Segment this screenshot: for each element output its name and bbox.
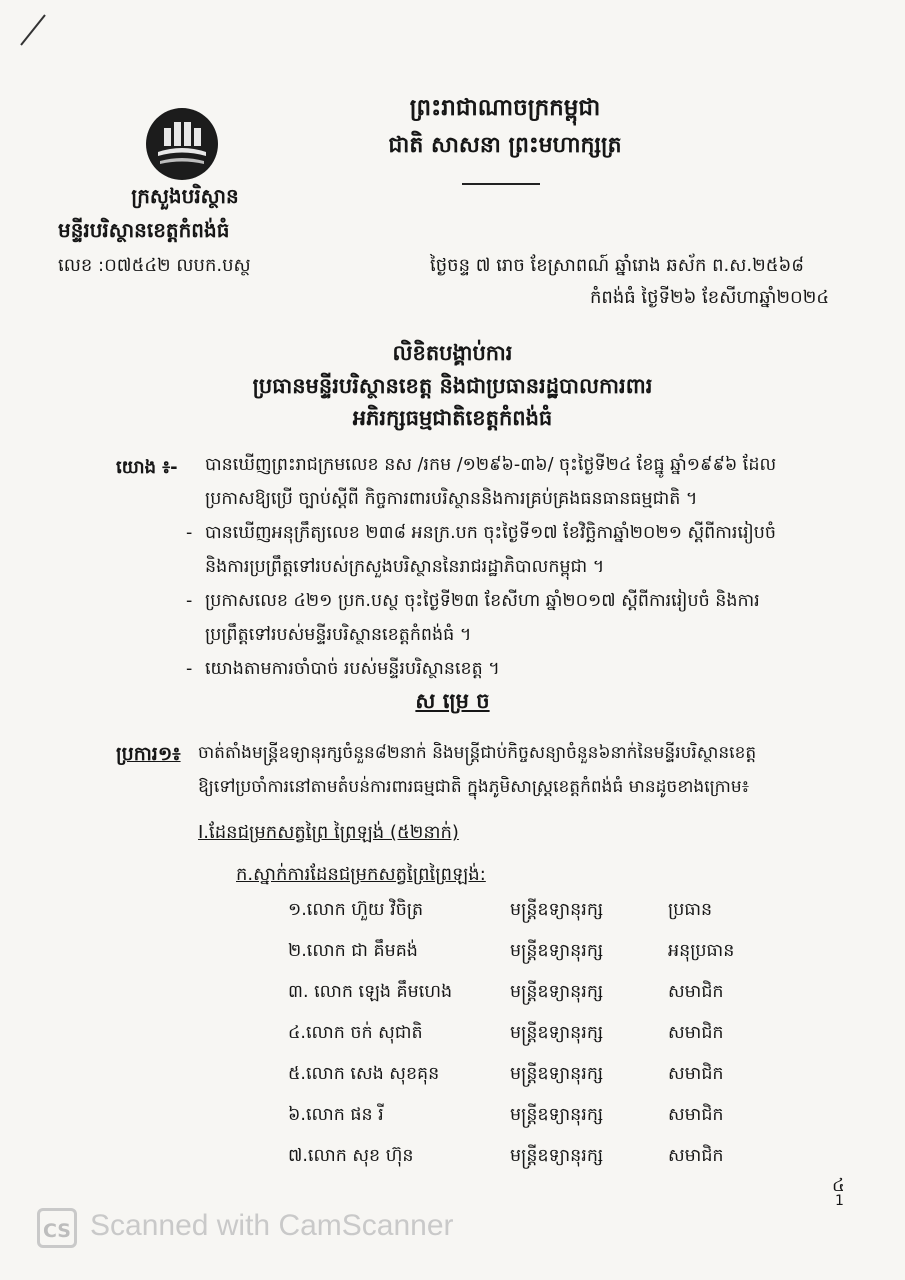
table-row (0, 1062, 905, 1096)
table-row (0, 1021, 905, 1055)
section-heading-text: I.ដែនជម្រកសត្វព្រៃ ព្រៃឡង់ (៥២នាក់) (198, 822, 459, 843)
reference-bullet: - (186, 659, 193, 679)
page-number: 1 (835, 1193, 844, 1209)
references-label: យោង ៖- (116, 457, 178, 478)
staff-name: ៣. លោក ឡេង គឹមហេង (288, 982, 453, 1002)
reference-item: ប្រកាសឱ្យប្រើ ច្បាប់ស្តីពី កិច្ចការពារបរិស្ថាននិងការគ្រប់គ្រងធនធានធម្មជាតិ ។ (205, 489, 698, 509)
reference-item: បានឃើញអនុក្រឹត្យលេខ ២៣៨ អនក្រ.បក ចុះថ្ងៃទី១៧ ខែវិច្ឆិកាឆ្នាំ២០២១ ស្តីពីការរៀបចំ (205, 523, 777, 543)
page-mark: ៤ (832, 1175, 845, 1196)
staff-role: សមាជិក (668, 982, 724, 1002)
reference-item: ប្រកាសលេខ ៤២១ ប្រក.បស្ថ ចុះថ្ងៃទី២៣ ខែសីហា ឆ្នាំ២០១៧ ស្តីពីការរៀបចំ និងការ (205, 591, 760, 611)
staff-position: មន្ត្រីឧទ្យានុរក្ស (510, 1146, 604, 1166)
staff-position: មន្ត្រីឧទ្យានុរក្ស (510, 982, 604, 1002)
solar-date: កំពង់ធំ ថ្ងៃទី២៦ ខែសីហាឆ្នាំ២០២៤ (590, 287, 830, 308)
staff-role: សមាជិក (668, 1064, 724, 1084)
staff-role: សមាជិក (668, 1146, 724, 1166)
reference-item: ប្រព្រឹត្តទៅរបស់មន្ទីរបរិស្ថានខេត្តកំពង់ធំ ។ (205, 625, 472, 645)
reference-number: លេខ :០៧៥៤២ លបក.បស្ថ (58, 255, 251, 276)
kingdom-heading: ព្រះរាជាណាចក្រកម្ពុជា (409, 95, 601, 121)
reference-item: និងការប្រព្រឹត្តទៅរបស់ក្រសួងបរិស្ថាននៃរាជរដ្ឋាភិបាលកម្ពុជា ។ (205, 557, 605, 577)
ministry-emblem-icon (146, 108, 218, 180)
section-heading (198, 816, 459, 850)
staff-role: សមាជិក (668, 1105, 724, 1125)
staff-name: ៤.លោក ចក់ សុជាតិ (288, 1023, 423, 1043)
reference-item: យោងតាមការចាំបាច់ របស់មន្ទីរបរិស្ថានខេត្ត ។ (205, 659, 500, 679)
staff-position: មន្ត្រីឧទ្យានុរក្ស (510, 1023, 604, 1043)
table-row (0, 939, 905, 973)
article-text: ចាត់តាំងមន្ត្រីឧទ្យានុរក្សចំនួន៨២នាក់ និងមន្ត្រីជាប់កិច្ចសន្យាចំនួន៦នាក់នៃមន្ទីរបរិស្ថានខេត្ត (198, 743, 757, 763)
staff-role: ប្រធាន (668, 900, 713, 920)
article-label: ប្រការ១៖ (116, 743, 181, 765)
article-text: ឱ្យទៅប្រចាំការនៅតាមតំបន់ការពារធម្មជាតិ ក្នុងភូមិសាស្ត្រខេត្តកំពង់ធំ មានដូចខាងក្រោម៖ (198, 777, 750, 797)
staff-role: អនុប្រធាន (668, 941, 735, 961)
document-title-line2: ប្រធានមន្ទីរបរិស្ថានខេត្ត និងជាប្រធានរដ្ឋបាលការពារ (252, 374, 653, 398)
staff-name: ១.លោក ហ៊ួយ វិចិត្រ (288, 900, 424, 920)
staff-name: ៧.លោក សុខ ហ៊ុន (288, 1146, 414, 1166)
staff-position: មន្ត្រីឧទ្យានុរក្ស (510, 1064, 604, 1084)
table-row (0, 980, 905, 1014)
scanner-watermark: Scanned with CamScanner (90, 1209, 454, 1242)
staff-name: ៥.លោក សេង សុខគុន (288, 1064, 440, 1084)
staff-position: មន្ត្រីឧទ្យានុរក្ស (510, 1105, 604, 1125)
decision-heading: ស ម្រេ ច (415, 689, 490, 713)
camscanner-logo-icon: CS (37, 1208, 77, 1248)
table-row (0, 1103, 905, 1137)
document-title-line3: អភិរក្សធម្មជាតិខេត្តកំពង់ធំ (352, 406, 553, 430)
ministry-name: ក្រសួងបរិស្ថាន (131, 184, 239, 208)
staff-name: ៦.លោក ផន រី (288, 1105, 384, 1125)
lunar-date: ថ្ងៃចន្ទ ៧ រោច ខែស្រាពណ៍ ឆ្នាំរោង ឆស័ក ព.ស.២៥៦៨ (430, 255, 804, 276)
staff-position: មន្ត្រីឧទ្យានុរក្ស (510, 941, 604, 961)
subsection-heading: ក.ស្នាក់ការដែនជម្រកសត្វព្រៃព្រៃឡង់: (236, 864, 486, 885)
motto-divider (462, 183, 540, 185)
staff-role: សមាជិក (668, 1023, 724, 1043)
staff-name: ២.លោក ជា គឹមគង់ (288, 941, 418, 961)
table-row (0, 898, 905, 932)
reference-item: បានឃើញព្រះរាជក្រមលេខ នស /រកម /១២៩៦-៣៦/ ចុះថ្ងៃទី២៤ ខែធ្នូ ឆ្នាំ១៩៩៦ ដែល (205, 455, 777, 475)
document-title: លិខិតបង្គាប់ការ (392, 341, 513, 365)
national-motto: ជាតិ សាសនា ព្រះមហាក្សត្រ (388, 133, 622, 158)
reference-bullet: - (186, 523, 193, 543)
scan-stroke-mark (18, 12, 48, 48)
department-name: មន្ទីរបរិស្ថានខេត្តកំពង់ធំ (58, 218, 230, 242)
reference-bullet: - (186, 591, 193, 611)
table-row (0, 1144, 905, 1178)
staff-position: មន្ត្រីឧទ្យានុរក្ស (510, 900, 604, 920)
